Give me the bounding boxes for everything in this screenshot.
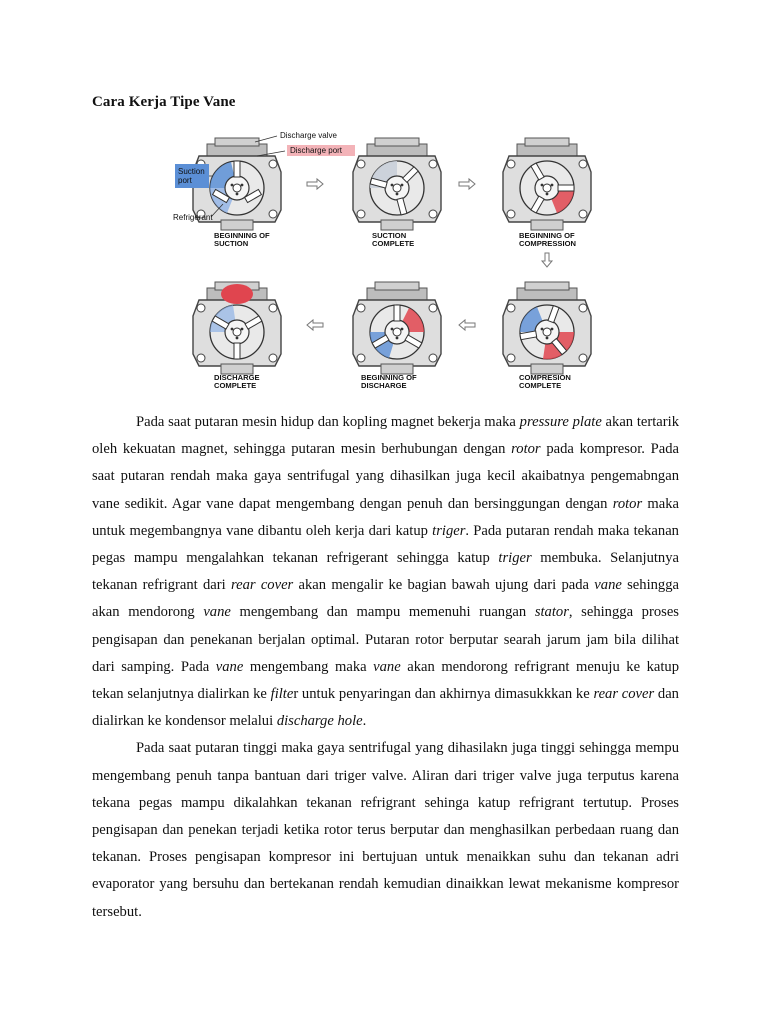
stage-6-compressor: [193, 282, 281, 374]
stage-4-caption-line1: COMPRESION: [519, 373, 571, 382]
stage-2-compressor: [353, 138, 441, 230]
stage-5-caption-line1: BEGINNING OF: [361, 373, 417, 382]
stage-5-caption-line2: DISCHARGE: [361, 381, 407, 390]
label-discharge-port: Discharge port: [290, 146, 343, 155]
stage-6-caption-line1: DISCHARGE: [214, 373, 260, 382]
stage-4-caption-line2: COMPLETE: [519, 381, 562, 390]
paragraph-1: Pada saat putaran mesin hidup dan kopling magnet bekerja maka pressure plate akan tertarik oleh kekuatan magnet, sehingga putaran mesin berhubungan dengan rotor pada kompresor. Pada saat putaran rendah maka gaya sentrifugal yang dihasilkan juga kecil akaibatnya pengemabngan vane sedikit. Agar vane dapat mengembang dengan penuh dan bersinggungan dengan rotor maka untuk megembangnya vane dibantu oleh kerja dari katup triger. Pada putaran rendah maka tekanan pegas mampu mengalahkan tekanan refrigerant sehingga katup triger membuka. Selanjutnya tekanan refrigrant dari rear cover akan mengalir ke bagian bawah ujung dari pada vane sehingga akan mendorong vane mengembang dan mampu memenuhi ruangan stator, sehingga proses pengisapan dan penekanan berjalan optimal. Putaran rotor berputar searah jarum jam bila dilihat dari samping. Pada vane mengembang maka vane akan mendorong refrigrant menuju ke katup tekan selanjutnya dialirkan ke filter untuk penyaringan dan akhirnya dimasukkkan ke rear cover dan dialirkan ke kondensor melalui discharge hole.: [92, 414, 680, 730]
label-refrigerant: Refrigerant: [173, 213, 213, 222]
page-title: Cara Kerja Tipe Vane: [92, 94, 236, 110]
stage-2-caption-line2: COMPLETE: [372, 239, 415, 248]
stage-2-caption-line1: SUCTION: [372, 231, 407, 240]
vane-compressor-diagram: [165, 122, 595, 397]
stage-1-caption-line1: BEGINNING OF: [214, 231, 270, 240]
stage-4-compressor: [503, 282, 591, 374]
body-text: [92, 409, 679, 926]
stage-5-compressor: [353, 282, 441, 374]
stage-1-caption-line2: SUCTION: [214, 239, 249, 248]
label-discharge-valve: Discharge valve: [280, 131, 337, 140]
stage-6-caption-line2: COMPLETE: [214, 381, 257, 390]
stage-3-caption-line2: COMPRESSION: [519, 239, 576, 248]
paragraph-2: Pada saat putaran tinggi maka gaya sentrifugal yang dihasilakn juga tinggi sehingga mempu mengembang penuh tanpa bantuan dari triger valve. Aliran dari triger valve juga terputus karena tekana pegas mampu dikalahkan tekanan refrigrant sehinga katup refrigrant tertutup. Proses pengisapan dan penekan terjadi ketika rotor terus berputar dan menghasilkan perbedaan ruang dan tekanan. Proses pengisapan kompresor ini bertujuan untuk menaikkan suhu dan tekanan adri evaporator yang bersuhu dan bertekanan rendah kemudian dinaikkan lewat mekanisme kompresor tersebut.: [92, 740, 679, 920]
label-suction-port-line2: port: [178, 176, 192, 185]
stage-3-caption-line1: BEGINNING OF: [519, 231, 575, 240]
label-suction-port-line1: Suction: [178, 167, 205, 176]
stage-3-compressor: [503, 138, 591, 230]
